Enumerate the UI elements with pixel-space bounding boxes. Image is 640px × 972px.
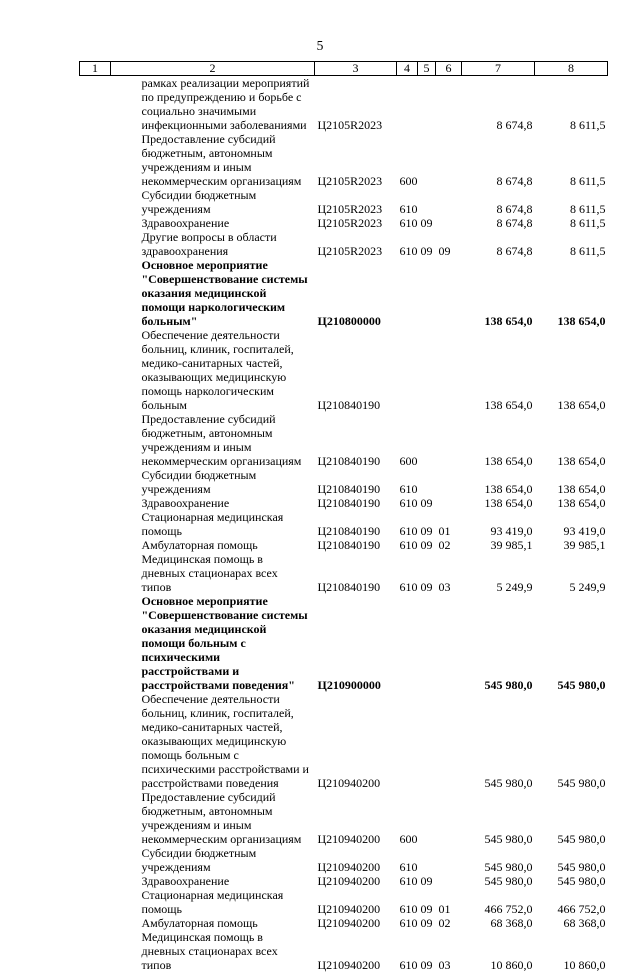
target-article-code: Ц210840190 <box>315 538 397 552</box>
section-code: 09 <box>418 230 436 258</box>
empty-cell <box>80 132 111 188</box>
row-description: Субсидии бюджетным учреждениям <box>111 846 315 874</box>
header-col-1: 1 <box>80 62 111 76</box>
empty-cell <box>80 594 111 692</box>
row-description: Субсидии бюджетным учреждениям <box>111 468 315 496</box>
table-row <box>80 916 608 930</box>
empty-cell <box>80 874 111 888</box>
amount-year-1: 68 368,0 <box>462 916 535 930</box>
table-row <box>80 510 608 538</box>
amount-year-1: 5 249,9 <box>462 552 535 594</box>
target-article-code: Ц2105R2023 <box>315 230 397 258</box>
expense-type-code <box>397 692 418 790</box>
subsection-code <box>436 594 462 692</box>
amount-year-2: 545 980,0 <box>535 874 608 888</box>
empty-cell <box>80 468 111 496</box>
target-article-code: Ц2105R2023 <box>315 188 397 216</box>
section-code <box>418 846 436 874</box>
header-col-3: 3 <box>315 62 397 76</box>
empty-cell <box>80 76 111 133</box>
expense-type-code: 610 <box>397 188 418 216</box>
section-code: 09 <box>418 216 436 230</box>
expense-type-code: 600 <box>397 790 418 846</box>
empty-cell <box>80 216 111 230</box>
row-description: Основное мероприятие "Совершенствование системы оказания медицинской помощи больным с психическими расстройствами и расстройствами поведения" <box>111 594 315 692</box>
row-description: Медицинская помощь в дневных стационарах всех типов <box>111 930 315 972</box>
header-col-6: 6 <box>436 62 462 76</box>
amount-year-2: 545 980,0 <box>535 692 608 790</box>
table-row <box>80 132 608 188</box>
row-description: Другие вопросы в области здравоохранения <box>111 230 315 258</box>
expense-type-code: 610 <box>397 510 418 538</box>
subsection-code <box>436 790 462 846</box>
empty-cell <box>80 930 111 972</box>
row-description: Амбулаторная помощь <box>111 538 315 552</box>
section-code: 09 <box>418 930 436 972</box>
header-col-5: 5 <box>418 62 436 76</box>
expense-type-code: 610 <box>397 888 418 916</box>
header-col-4: 4 <box>397 62 418 76</box>
expense-type-code <box>397 258 418 328</box>
table-row <box>80 692 608 790</box>
table-row <box>80 412 608 468</box>
section-code: 09 <box>418 496 436 510</box>
expense-type-code: 600 <box>397 132 418 188</box>
table-row <box>80 846 608 874</box>
table-body <box>80 76 608 972</box>
row-description: Обеспечение деятельности больниц, клиник, госпиталей, медико-санитарных частей, оказывающих медицинскую помощь больным с психическими расстройствами и расстройствами поведения <box>111 692 315 790</box>
section-code <box>418 188 436 216</box>
target-article-code: Ц2105R2023 <box>315 216 397 230</box>
target-article-code: Ц210940200 <box>315 916 397 930</box>
empty-cell <box>80 538 111 552</box>
empty-cell <box>80 888 111 916</box>
subsection-code <box>436 216 462 230</box>
amount-year-1: 545 980,0 <box>462 692 535 790</box>
amount-year-2: 93 419,0 <box>535 510 608 538</box>
amount-year-2: 545 980,0 <box>535 790 608 846</box>
empty-cell <box>80 328 111 412</box>
amount-year-1: 545 980,0 <box>462 790 535 846</box>
target-article-code: Ц210840190 <box>315 412 397 468</box>
table-row <box>80 790 608 846</box>
subsection-code: 03 <box>436 552 462 594</box>
amount-year-2: 8 611,5 <box>535 230 608 258</box>
expense-type-code: 610 <box>397 930 418 972</box>
section-code <box>418 132 436 188</box>
subsection-code <box>436 692 462 790</box>
amount-year-2: 545 980,0 <box>535 594 608 692</box>
expense-type-code: 610 <box>397 468 418 496</box>
amount-year-1: 8 674,8 <box>462 76 535 133</box>
row-description: Здравоохранение <box>111 874 315 888</box>
amount-year-2: 138 654,0 <box>535 468 608 496</box>
header-col-8: 8 <box>535 62 608 76</box>
row-description: Амбулаторная помощь <box>111 916 315 930</box>
table-row <box>80 258 608 328</box>
expense-type-code: 610 <box>397 552 418 594</box>
row-description: Стационарная медицинская помощь <box>111 510 315 538</box>
amount-year-1: 93 419,0 <box>462 510 535 538</box>
expense-type-code: 610 <box>397 916 418 930</box>
target-article-code: Ц210940200 <box>315 930 397 972</box>
amount-year-2: 8 611,5 <box>535 216 608 230</box>
target-article-code: Ц210940200 <box>315 692 397 790</box>
amount-year-2: 138 654,0 <box>535 412 608 468</box>
row-description: Здравоохранение <box>111 496 315 510</box>
row-description: рамках реализации мероприятий по предупреждению и борьбе с социально значимыми инфекционными заболеваниями <box>111 76 315 133</box>
amount-year-1: 138 654,0 <box>462 412 535 468</box>
subsection-code <box>436 188 462 216</box>
subsection-code <box>436 874 462 888</box>
expense-type-code: 610 <box>397 230 418 258</box>
amount-year-1: 466 752,0 <box>462 888 535 916</box>
target-article-code: Ц210940200 <box>315 846 397 874</box>
amount-year-1: 138 654,0 <box>462 496 535 510</box>
page-number: 5 <box>0 38 640 54</box>
target-article-code: Ц2105R2023 <box>315 76 397 133</box>
expense-type-code: 610 <box>397 496 418 510</box>
subsection-code: 02 <box>436 916 462 930</box>
amount-year-1: 8 674,8 <box>462 230 535 258</box>
section-code: 09 <box>418 874 436 888</box>
section-code: 09 <box>418 552 436 594</box>
table-row <box>80 216 608 230</box>
subsection-code: 01 <box>436 510 462 538</box>
subsection-code <box>436 76 462 133</box>
row-description: Стационарная медицинская помощь <box>111 888 315 916</box>
empty-cell <box>80 552 111 594</box>
section-code <box>418 258 436 328</box>
target-article-code: Ц210840190 <box>315 496 397 510</box>
amount-year-1: 138 654,0 <box>462 258 535 328</box>
amount-year-2: 68 368,0 <box>535 916 608 930</box>
target-article-code: Ц210840190 <box>315 468 397 496</box>
target-article-code: Ц210940200 <box>315 874 397 888</box>
table-row <box>80 496 608 510</box>
amount-year-2: 138 654,0 <box>535 258 608 328</box>
empty-cell <box>80 412 111 468</box>
subsection-code: 03 <box>436 930 462 972</box>
subsection-code <box>436 132 462 188</box>
amount-year-2: 10 860,0 <box>535 930 608 972</box>
row-description: Медицинская помощь в дневных стационарах всех типов <box>111 552 315 594</box>
target-article-code: Ц210940200 <box>315 790 397 846</box>
subsection-code <box>436 258 462 328</box>
subsection-code: 09 <box>436 230 462 258</box>
table-row <box>80 230 608 258</box>
table-row <box>80 468 608 496</box>
section-code: 09 <box>418 538 436 552</box>
table-row <box>80 552 608 594</box>
expense-type-code: 610 <box>397 846 418 874</box>
target-article-code: Ц2105R2023 <box>315 132 397 188</box>
target-article-code: Ц210840190 <box>315 510 397 538</box>
empty-cell <box>80 230 111 258</box>
subsection-code <box>436 468 462 496</box>
amount-year-2: 545 980,0 <box>535 846 608 874</box>
amount-year-2: 8 611,5 <box>535 76 608 133</box>
header-row <box>80 62 608 76</box>
empty-cell <box>80 496 111 510</box>
expense-type-code <box>397 76 418 133</box>
amount-year-2: 8 611,5 <box>535 132 608 188</box>
empty-cell <box>80 846 111 874</box>
section-code <box>418 468 436 496</box>
section-code: 09 <box>418 888 436 916</box>
amount-year-1: 138 654,0 <box>462 468 535 496</box>
budget-table <box>79 61 608 972</box>
amount-year-1: 545 980,0 <box>462 846 535 874</box>
row-description: Здравоохранение <box>111 216 315 230</box>
table-row <box>80 538 608 552</box>
amount-year-1: 8 674,8 <box>462 132 535 188</box>
section-code <box>418 328 436 412</box>
header-col-7: 7 <box>462 62 535 76</box>
target-article-code: Ц210940200 <box>315 888 397 916</box>
target-article-code: Ц210840190 <box>315 328 397 412</box>
expense-type-code: 610 <box>397 216 418 230</box>
table-row <box>80 888 608 916</box>
empty-cell <box>80 258 111 328</box>
table-row <box>80 328 608 412</box>
subsection-code: 02 <box>436 538 462 552</box>
row-description: Субсидии бюджетным учреждениям <box>111 188 315 216</box>
empty-cell <box>80 510 111 538</box>
expense-type-code <box>397 328 418 412</box>
row-description: Предоставление субсидий бюджетным, автономным учреждениям и иным некоммерческим организациям <box>111 790 315 846</box>
row-description: Предоставление субсидий бюджетным, автономным учреждениям и иным некоммерческим организациям <box>111 412 315 468</box>
table-row <box>80 188 608 216</box>
amount-year-2: 8 611,5 <box>535 188 608 216</box>
target-article-code: Ц210800000 <box>315 258 397 328</box>
empty-cell <box>80 692 111 790</box>
section-code <box>418 76 436 133</box>
table-row <box>80 594 608 692</box>
section-code: 09 <box>418 510 436 538</box>
empty-cell <box>80 790 111 846</box>
amount-year-1: 39 985,1 <box>462 538 535 552</box>
amount-year-1: 8 674,8 <box>462 216 535 230</box>
amount-year-1: 10 860,0 <box>462 930 535 972</box>
subsection-code <box>436 846 462 874</box>
amount-year-1: 545 980,0 <box>462 594 535 692</box>
empty-cell <box>80 188 111 216</box>
row-description: Предоставление субсидий бюджетным, автономным учреждениям и иным некоммерческим организациям <box>111 132 315 188</box>
subsection-code: 01 <box>436 888 462 916</box>
row-description: Основное мероприятие "Совершенствование системы оказания медицинской помощи наркологическим больным" <box>111 258 315 328</box>
amount-year-2: 138 654,0 <box>535 328 608 412</box>
section-code <box>418 412 436 468</box>
expense-type-code: 600 <box>397 412 418 468</box>
section-code <box>418 692 436 790</box>
amount-year-1: 8 674,8 <box>462 188 535 216</box>
header-col-2: 2 <box>111 62 315 76</box>
subsection-code <box>436 412 462 468</box>
expense-type-code: 610 <box>397 538 418 552</box>
section-code <box>418 594 436 692</box>
table-row <box>80 76 608 133</box>
section-code <box>418 790 436 846</box>
table-row <box>80 874 608 888</box>
amount-year-1: 545 980,0 <box>462 874 535 888</box>
table-row <box>80 930 608 972</box>
subsection-code <box>436 328 462 412</box>
target-article-code: Ц210840190 <box>315 552 397 594</box>
amount-year-2: 5 249,9 <box>535 552 608 594</box>
row-description: Обеспечение деятельности больниц, клиник, госпиталей, медико-санитарных частей, оказывающих медицинскую помощь наркологическим больным <box>111 328 315 412</box>
target-article-code: Ц210900000 <box>315 594 397 692</box>
empty-cell <box>80 916 111 930</box>
section-code: 09 <box>418 916 436 930</box>
expense-type-code: 610 <box>397 874 418 888</box>
amount-year-2: 466 752,0 <box>535 888 608 916</box>
amount-year-2: 138 654,0 <box>535 496 608 510</box>
expense-type-code <box>397 594 418 692</box>
amount-year-2: 39 985,1 <box>535 538 608 552</box>
subsection-code <box>436 496 462 510</box>
amount-year-1: 138 654,0 <box>462 328 535 412</box>
